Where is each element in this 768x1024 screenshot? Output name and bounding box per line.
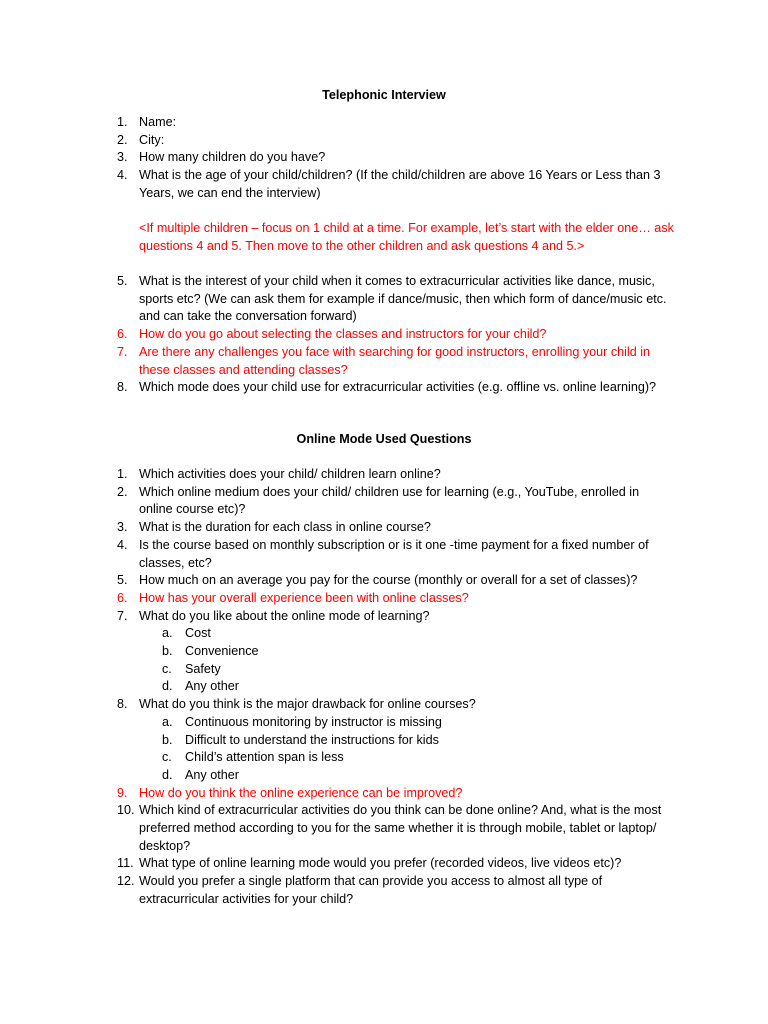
- question-item: [0, 608, 768, 697]
- question-item: [0, 167, 768, 202]
- option-item: [0, 625, 768, 643]
- option-letter: a.: [162, 626, 173, 641]
- option-letter: c.: [162, 661, 172, 676]
- option-letter: d.: [162, 767, 173, 782]
- question-item: [0, 696, 768, 785]
- question-item: [0, 466, 768, 484]
- question-list-intro: [0, 114, 768, 203]
- question-item: [0, 273, 768, 326]
- option-text: Cost: [185, 626, 211, 641]
- question-text: What is the interest of your child when it comes to extracurricular activities like dance, music, sports etc? (We can ask them for example if dance/music, then which form of dance/music etc. and can take the conversation forward): [139, 274, 667, 324]
- option-text: Any other: [185, 679, 239, 694]
- question-number: 10.: [117, 803, 135, 818]
- question-item: [0, 132, 768, 150]
- document-title: Telephonic Interview: [322, 88, 446, 102]
- question-list-online: [0, 466, 768, 909]
- question-number: 4.: [117, 537, 128, 552]
- option-letter: b.: [162, 644, 173, 659]
- question-number: 2.: [117, 484, 128, 499]
- question-item: [0, 379, 768, 397]
- question-text: Which activities does your child/ children learn online?: [139, 467, 441, 481]
- option-letter: b.: [162, 732, 173, 747]
- question-item: [0, 114, 768, 132]
- question-item: [0, 484, 768, 519]
- option-text: Continuous monitoring by instructor is missing: [185, 714, 442, 729]
- question-text: What do you like about the online mode of learning?: [139, 608, 430, 623]
- question-number: 8.: [117, 380, 128, 395]
- question-number: 6.: [117, 590, 128, 605]
- question-text: How many children do you have?: [139, 150, 326, 165]
- option-letter: a.: [162, 714, 173, 729]
- question-text: How has your overall experience been with online classes?: [139, 590, 469, 605]
- question-number: 7.: [117, 344, 128, 359]
- option-item: [0, 732, 768, 750]
- question-item: [0, 537, 768, 572]
- question-number: 12.: [117, 874, 135, 889]
- question-number: 5.: [117, 274, 128, 288]
- multiple-children-note: <If multiple children – focus on 1 child at a time. For example, let’s start with the elder one… ask questions 4 and 5. Then move to the other children and ask questions 4 and 5.>: [139, 221, 674, 253]
- question-text: Which online medium does your child/ children use for learning (e.g., YouTube, enrolled in online course etc)?: [139, 484, 640, 517]
- question-text: How much on an average you pay for the course (monthly or overall for a set of classes)?: [139, 573, 638, 588]
- question-text: Are there any challenges you face with searching for good instructors, enrolling your child in these classes and attending classes?: [139, 344, 651, 377]
- option-item: [0, 767, 768, 785]
- question-text: What is the duration for each class in online course?: [139, 520, 431, 535]
- option-item: [0, 643, 768, 661]
- question-item: [0, 873, 768, 908]
- question-item: [0, 326, 768, 344]
- question-number: 9.: [117, 785, 128, 800]
- question-text: Would you prefer a single platform that can provide you access to almost all type of extracurricular activities for your child?: [139, 874, 603, 906]
- option-text: Convenience: [185, 644, 259, 659]
- question-number: 7.: [117, 608, 128, 623]
- option-item: [0, 749, 768, 767]
- option-list: [0, 714, 768, 785]
- question-number: 11.: [117, 856, 134, 871]
- section-title-online: Online Mode Used Questions: [296, 432, 472, 446]
- option-text: Child’s attention span is less: [185, 750, 344, 765]
- question-number: 1.: [117, 115, 128, 129]
- question-number: 3.: [117, 150, 128, 165]
- option-letter: d.: [162, 679, 173, 694]
- question-number: 2.: [117, 132, 128, 147]
- question-text: What do you think is the major drawback for online courses?: [139, 697, 476, 712]
- question-text: City:: [139, 132, 165, 147]
- question-number: 4.: [117, 168, 128, 183]
- option-text: Safety: [185, 661, 221, 676]
- question-text: What type of online learning mode would you prefer (recorded videos, live videos etc)?: [139, 856, 622, 871]
- question-item: [0, 590, 768, 608]
- question-item: [0, 855, 768, 873]
- question-item: [0, 785, 768, 803]
- question-item: [0, 572, 768, 590]
- question-item: [0, 149, 768, 167]
- question-number: 1.: [117, 467, 128, 481]
- question-item: [0, 344, 768, 379]
- question-number: 3.: [117, 520, 128, 535]
- option-text: Any other: [185, 767, 239, 782]
- question-item: [0, 519, 768, 537]
- question-text: How do you go about selecting the classes and instructors for your child?: [139, 327, 547, 342]
- question-number: 8.: [117, 697, 128, 712]
- question-text: Which mode does your child use for extracurricular activities (e.g. offline vs. online learning)?: [139, 380, 657, 395]
- question-text: Is the course based on monthly subscription or is it one -time payment for a fixed number of classes, etc?: [139, 537, 649, 570]
- option-text: Difficult to understand the instructions for kids: [185, 732, 439, 747]
- question-text: Name:: [139, 115, 177, 129]
- option-item: [0, 714, 768, 732]
- option-item: [0, 678, 768, 696]
- question-number: 5.: [117, 573, 128, 588]
- option-letter: c.: [162, 750, 172, 765]
- question-text: Which kind of extracurricular activities do you think can be done online? And, what is the most preferred method according to you for the same whether it is through mobile, tablet or laptop/ desktop?: [139, 803, 662, 853]
- option-item: [0, 661, 768, 679]
- question-text: How do you think the online experience can be improved?: [139, 785, 463, 800]
- question-number: 6.: [117, 327, 128, 342]
- question-item: [0, 802, 768, 855]
- option-list: [0, 625, 768, 696]
- question-list-general: [0, 273, 768, 397]
- question-text: What is the age of your child/children? (If the child/children are above 16 Years or Less than 3 Years, we can end the interview): [139, 168, 661, 200]
